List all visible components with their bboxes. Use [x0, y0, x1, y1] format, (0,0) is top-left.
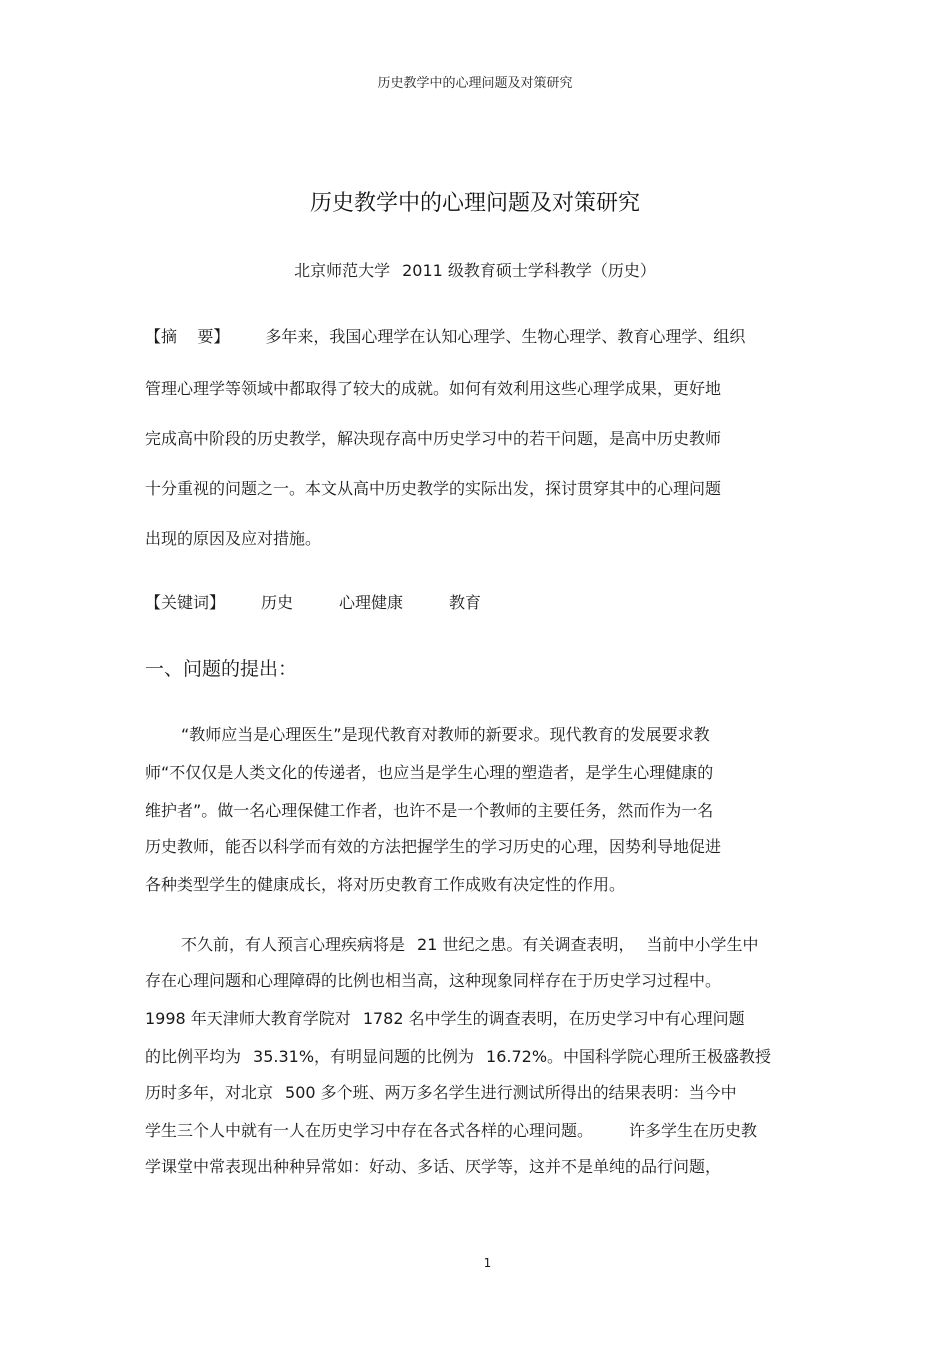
- para2-line-1: [181, 932, 758, 955]
- para2-l4b: 35.31%，有明显问题的比例为: [253, 1047, 475, 1066]
- para2-line-5: [145, 1080, 737, 1103]
- para2-line-6: [145, 1118, 757, 1141]
- para2-l5a: 历时多年，对北京: [145, 1083, 274, 1102]
- para2-line-3: [145, 1006, 745, 1029]
- keyword-1: 历史: [261, 593, 294, 612]
- keyword-3: 教育: [449, 593, 482, 612]
- para2-l4c: 16.72%。中国科学院心理所王极盛教授: [486, 1047, 772, 1066]
- section-heading: 一、问题的提出：: [145, 658, 298, 680]
- para2-l6a: 学生三个人中就有一人在历史学习中存在各式各样的心理问题。: [145, 1121, 594, 1140]
- affiliation: [0, 258, 950, 281]
- keywords-label: 【关键词】: [145, 593, 226, 612]
- abstract-line-3: 完成高中阶段的历史教学，解决现存高中历史学习中的若干问题，是高中历史教师: [145, 429, 722, 448]
- para2-line-7: 学课堂中常表现出种种异常如：好动、多话、厌学等，这并不是单纯的品行问题，: [145, 1157, 722, 1176]
- page-number: 1: [483, 1256, 492, 1270]
- para2-l3b: 1782 名中学生的调查表明，在历史学习中有心理问题: [362, 1009, 745, 1028]
- affiliation-institution: 北京师范大学: [294, 261, 391, 280]
- para1-line-3: 维护者”。做一名心理保健工作者，也许不是一个教师的主要任务，然而作为一名: [145, 801, 714, 820]
- para1-line-2: 师“不仅仅是人类文化的传递者，也应当是学生心理的塑造者，是学生心理健康的: [145, 763, 714, 782]
- para1-line-4: 历史教师，能否以科学而有效的方法把握学生的学习历史的心理，因势利导地促进: [145, 837, 722, 856]
- para2-l1a: 不久前，有人预言心理疾病将是: [181, 935, 406, 954]
- para2-l3a: 1998 年天津师大教育学院对: [145, 1009, 351, 1028]
- keywords-line: [145, 590, 481, 613]
- para2-line-4: [145, 1044, 771, 1067]
- para2-line-2: 存在心理问题和心理障碍的比例也相当高，这种现象同样存在于历史学习过程中。: [145, 971, 722, 990]
- keyword-2: 心理健康: [339, 593, 404, 612]
- para1-line-5: 各种类型学生的健康成长，将对历史教育工作成败有决定性的作用。: [145, 875, 626, 894]
- abstract-line-5: 出现的原因及应对措施。: [145, 529, 322, 548]
- paper-title: 历史教学中的心理问题及对策研究: [309, 191, 640, 216]
- para2-l6b: 许多学生在历史教: [629, 1121, 758, 1140]
- affiliation-program: 2011 级教育硕士学科教学（历史）: [402, 261, 656, 280]
- abstract-line-4: 十分重视的问题之一。本文从高中历史教学的实际出发，探讨贯穿其中的心理问题: [145, 479, 722, 498]
- para2-l4a: 的比例平均为: [145, 1047, 242, 1066]
- abstract-text-1: 多年来，我国心理学在认知心理学、生物心理学、教育心理学、组织: [265, 327, 746, 346]
- abstract-label: 【摘 要】: [145, 327, 230, 346]
- para1-line-1: “教师应当是心理医生”是现代教育对教师的新要求。现代教育的发展要求教: [181, 725, 710, 744]
- abstract-line-1: [145, 324, 745, 347]
- running-header: 历史教学中的心理问题及对策研究: [377, 76, 573, 91]
- para2-l5b: 500 多个班、两万多名学生进行测试所得出的结果表明：当今中: [285, 1083, 737, 1102]
- para2-l1c: 当前中小学生中: [646, 935, 759, 954]
- para2-l1b: 21 世纪之患。有关调查表明，: [417, 935, 635, 954]
- abstract-line-2: 管理心理学等领域中都取得了较大的成就。如何有效利用这些心理学成果，更好地: [145, 379, 722, 398]
